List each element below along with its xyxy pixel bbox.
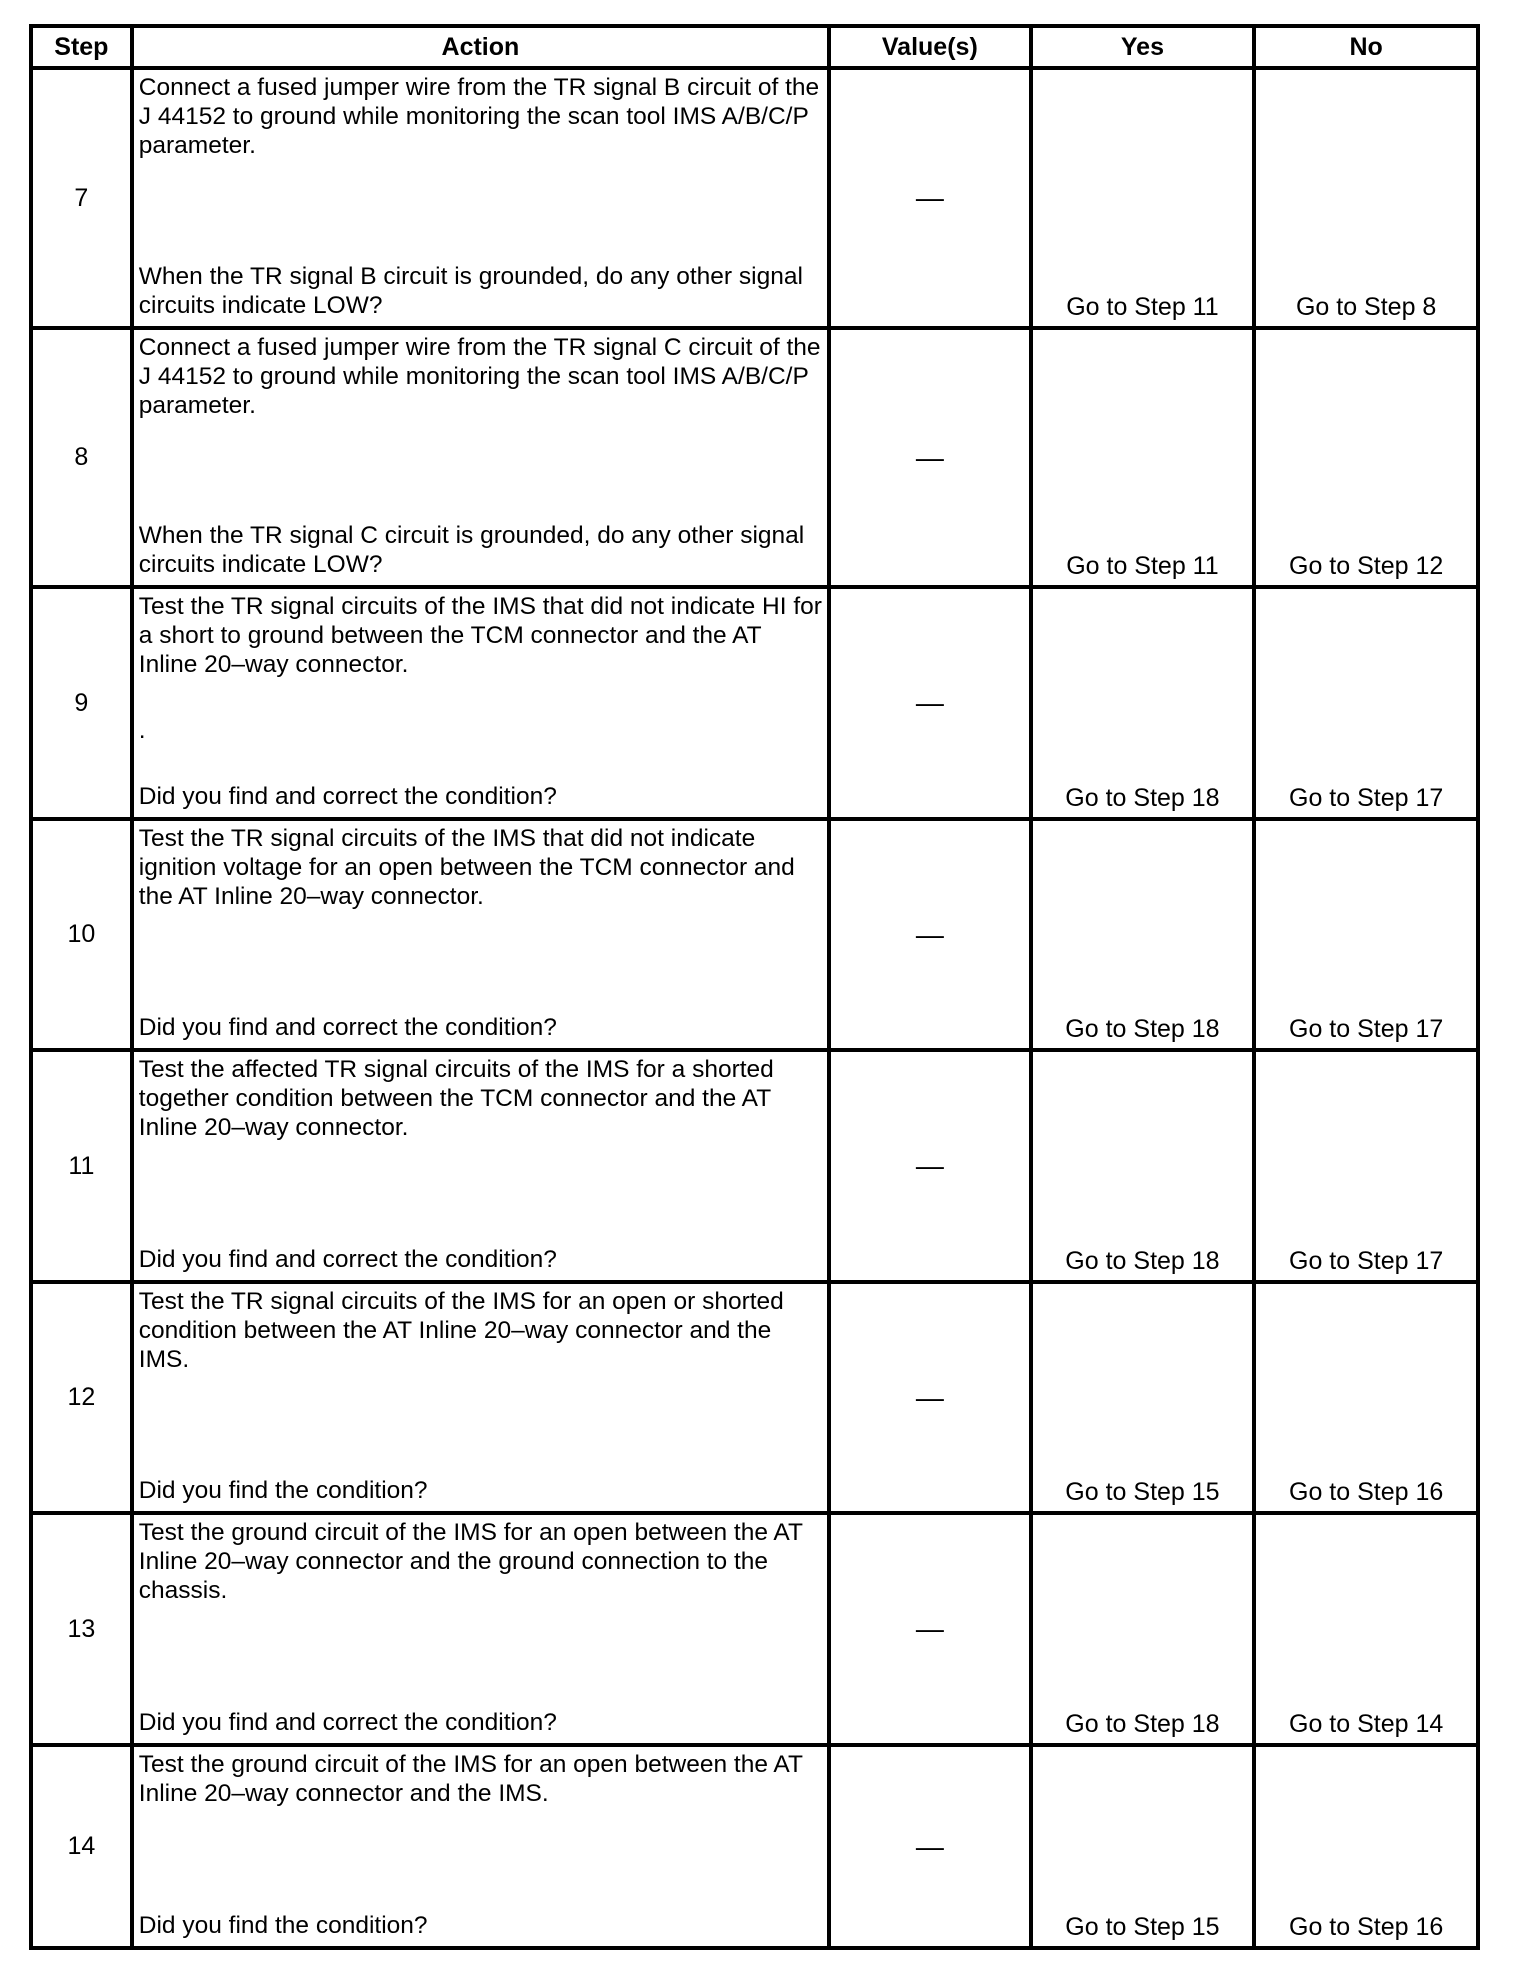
action-cell xyxy=(132,68,829,328)
action-cell xyxy=(132,1050,829,1282)
no-cell: Go to Step 14 xyxy=(1254,1513,1478,1745)
value-cell: — xyxy=(829,328,1031,587)
no-cell: Go to Step 8 xyxy=(1254,68,1478,328)
value-cell: — xyxy=(829,68,1031,328)
table-row xyxy=(31,1050,1478,1282)
action-instruction: Connect a fused jumper wire from the TR signal C circuit of the J 44152 to ground while monitoring the scan tool IMS A/B/C/P parameter. xyxy=(138,334,821,419)
action-instruction: Test the ground circuit of the IMS for an open between the AT Inline 20–way connector and the ground connection to the chassis. xyxy=(138,1519,803,1604)
yes-cell: Go to Step 11 xyxy=(1031,328,1255,587)
value-cell: — xyxy=(829,1050,1031,1282)
table-row xyxy=(31,587,1478,819)
action-question: Did you find the condition? xyxy=(138,1912,428,1939)
action-question: Did you find and correct the condition? xyxy=(138,1246,557,1273)
action-content xyxy=(139,1750,822,1940)
step-number: 14 xyxy=(31,1745,132,1948)
table-row xyxy=(31,1282,1478,1513)
yes-cell: Go to Step 18 xyxy=(1031,587,1255,819)
table-row xyxy=(31,328,1478,587)
action-content xyxy=(139,1055,822,1274)
table-row xyxy=(31,1745,1478,1948)
action-question: Did you find and correct the condition? xyxy=(138,1014,557,1041)
header-row xyxy=(31,26,1478,68)
action-instruction: Test the TR signal circuits of the IMS for an open or shorted condition between the AT Inline 20–way connector and the IMS. xyxy=(138,1288,784,1373)
value-cell: — xyxy=(829,819,1031,1050)
step-number: 13 xyxy=(31,1513,132,1745)
action-note xyxy=(139,1642,822,1671)
no-cell: Go to Step 17 xyxy=(1254,587,1478,819)
step-number: 10 xyxy=(31,819,132,1050)
action-instruction: Test the TR signal circuits of the IMS that did not indicate HI for a short to ground between the TCM connector and the AT Inline 20–way connector. xyxy=(138,593,822,678)
action-content xyxy=(139,592,822,811)
action-instruction: Test the TR signal circuits of the IMS that did not indicate ignition voltage for an open between the TCM connector and the AT Inline 20–way connector. xyxy=(138,825,795,910)
action-content xyxy=(139,824,822,1042)
action-cell xyxy=(132,328,829,587)
action-cell xyxy=(132,587,829,819)
action-note xyxy=(139,1845,822,1874)
step-number: 9 xyxy=(31,587,132,819)
header-no: No xyxy=(1254,26,1478,68)
header-action: Action xyxy=(132,26,829,68)
no-cell: Go to Step 12 xyxy=(1254,328,1478,587)
action-cell xyxy=(132,1513,829,1745)
no-cell: Go to Step 16 xyxy=(1254,1282,1478,1513)
action-content xyxy=(139,1287,822,1505)
value-cell: — xyxy=(829,587,1031,819)
action-question: Did you find and correct the condition? xyxy=(138,1709,557,1736)
yes-cell: Go to Step 18 xyxy=(1031,1050,1255,1282)
action-note xyxy=(139,1179,822,1208)
header-step: Step xyxy=(31,26,132,68)
step-number: 12 xyxy=(31,1282,132,1513)
yes-cell: Go to Step 18 xyxy=(1031,819,1255,1050)
yes-cell: Go to Step 18 xyxy=(1031,1513,1255,1745)
action-instruction: Test the ground circuit of the IMS for an open between the AT Inline 20–way connector and the IMS. xyxy=(138,1751,803,1807)
action-cell xyxy=(132,1282,829,1513)
value-cell: — xyxy=(829,1513,1031,1745)
step-number: 7 xyxy=(31,68,132,328)
header-values: Value(s) xyxy=(829,26,1031,68)
step-number: 11 xyxy=(31,1050,132,1282)
step-number: 8 xyxy=(31,328,132,587)
action-note: . xyxy=(138,717,146,744)
action-note xyxy=(139,197,822,226)
table-row xyxy=(31,68,1478,328)
action-cell xyxy=(132,819,829,1050)
action-question: Did you find the condition? xyxy=(138,1477,428,1504)
no-cell: Go to Step 17 xyxy=(1254,819,1478,1050)
table-row xyxy=(31,819,1478,1050)
yes-cell: Go to Step 11 xyxy=(1031,68,1255,328)
value-cell: — xyxy=(829,1745,1031,1948)
yes-cell: Go to Step 15 xyxy=(1031,1282,1255,1513)
action-note xyxy=(139,456,822,485)
action-question: When the TR signal B circuit is grounded, do any other signal circuits indicate LOW? xyxy=(138,263,803,319)
no-cell: Go to Step 17 xyxy=(1254,1050,1478,1282)
header-yes: Yes xyxy=(1031,26,1255,68)
diagnostic-table xyxy=(29,24,1480,1950)
no-cell: Go to Step 16 xyxy=(1254,1745,1478,1948)
action-cell xyxy=(132,1745,829,1948)
action-note xyxy=(139,1411,822,1440)
table-row xyxy=(31,1513,1478,1745)
action-content xyxy=(139,333,822,579)
action-note xyxy=(139,948,822,977)
yes-cell: Go to Step 15 xyxy=(1031,1745,1255,1948)
action-content xyxy=(139,1518,822,1737)
action-content xyxy=(139,73,822,320)
action-question: Did you find and correct the condition? xyxy=(138,783,557,810)
action-instruction: Connect a fused jumper wire from the TR signal B circuit of the J 44152 to ground while monitoring the scan tool IMS A/B/C/P parameter. xyxy=(138,74,820,159)
action-instruction: Test the affected TR signal circuits of the IMS for a shorted together condition between the TCM connector and the AT Inline 20–way connector. xyxy=(138,1056,774,1141)
value-cell: — xyxy=(829,1282,1031,1513)
action-question: When the TR signal C circuit is grounded, do any other signal circuits indicate LOW? xyxy=(138,522,805,578)
